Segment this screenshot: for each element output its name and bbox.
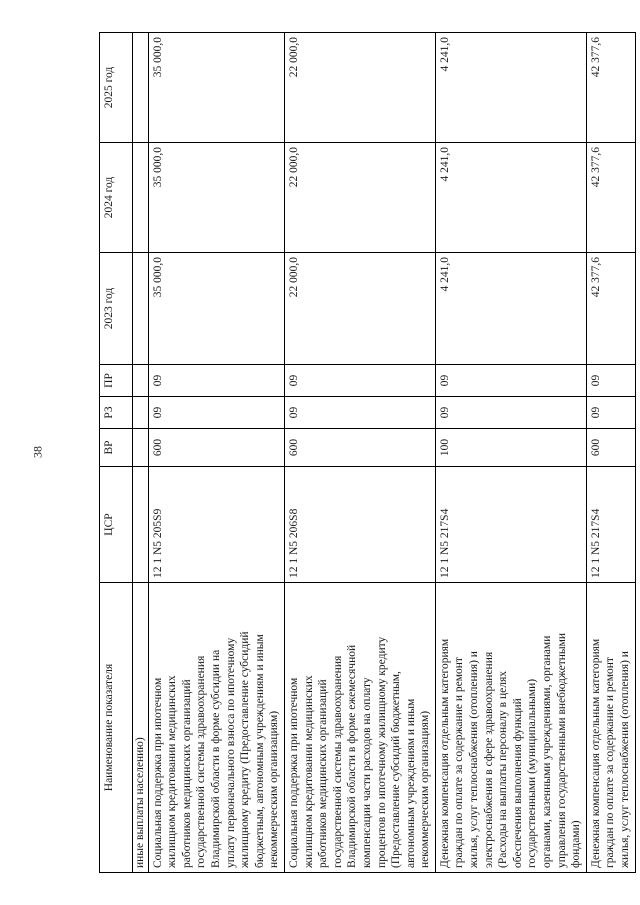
name-line: компенсации части расходов на оплату [360,676,373,868]
name-line: жилищному кредиту (Предоставление субсидий [239,630,252,868]
indicator-name [586,582,635,872]
name-line: органами, казенными учреждениями, органами [541,635,554,868]
value-2025: 35 000,0 [148,32,284,142]
name-line: автономным учреждениям и иным [404,698,417,868]
csr-cell: 12 1 N5 217S4 [586,466,635,582]
pr-cell: 09 [148,364,284,396]
name-line: некоммерческим организациям) [268,710,281,868]
name-line: фондами) [570,819,583,868]
indicator-name [435,582,586,872]
vr-cell: 600 [586,428,635,466]
rz-cell: 09 [435,396,586,428]
value-2024: 22 000,0 [284,142,435,252]
vr-cell: 600 [148,428,284,466]
name-line: Денежная компенсация отдельным категориям [589,638,602,868]
name-line: государственными (муниципальными) [526,678,539,868]
name-line: электроснабжения в сфере здравоохранения [482,651,495,868]
value-2023: 35 000,0 [148,252,284,364]
indicator-name [148,582,284,872]
value-2023: 22 000,0 [284,252,435,364]
empty-cell [133,428,149,466]
pr-cell: 09 [435,364,586,396]
table-row [435,32,586,872]
name-line: граждан по оплате за содержание и ремонт [604,656,617,868]
name-line: жилья, услуг теплоснабжения (отопления) и [619,650,631,868]
continuation-row [133,32,149,872]
pr-cell: 09 [586,364,635,396]
header-rz: РЗ [100,396,133,428]
name-line: жилищном кредитовании медицинских [166,674,179,868]
continuation-cell: иные выплаты населению) [133,582,149,872]
vr-cell: 100 [435,428,586,466]
page-number: 38 [30,446,45,458]
name-line: управления государственными внебюджетными [555,632,568,868]
value-2023: 4 241,0 [435,252,586,364]
value-2024: 4 241,0 [435,142,586,252]
name-line: государственной системы здравоохранения [195,655,208,868]
csr-cell: 12 1 N5 217S4 [435,466,586,582]
header-2024: 2024 год [100,142,133,252]
name-line: бюджетным, автономным учреждениям и иным [253,633,266,868]
name-line: процентов по ипотечному жилищному кредиту [375,636,388,868]
table-row [284,32,435,872]
header-row [100,32,133,872]
name-line: Владимирской области в форме ежемесячной [346,644,359,868]
name-line: Социальная поддержка при ипотечном [287,677,300,868]
header-name: Наименование показателя [100,582,133,872]
empty-cell [133,32,149,142]
header-vr: ВР [100,428,133,466]
header-csr: ЦСР [100,466,133,582]
value-2025: 4 241,0 [435,32,586,142]
name-line: некоммерческим организациям) [419,710,432,868]
rz-cell: 09 [284,396,435,428]
empty-cell [133,364,149,396]
name-line: Денежная компенсация отдельным категориям [438,638,451,868]
name-line: работников медицинских организаций [317,678,330,868]
name-line: Владимирской области в форме субсидии на [209,649,222,868]
value-2025: 22 000,0 [284,32,435,142]
vr-cell: 600 [284,428,435,466]
name-line: Социальная поддержка при ипотечном [151,677,164,868]
name-line: уплату первоначального взноса по ипотечному [224,637,237,868]
empty-cell [133,466,149,582]
value-2024: 42 377,6 [586,142,635,252]
header-pr: ПР [100,364,133,396]
name-line: жилья, услуг теплоснабжения (отопления) и [468,650,481,868]
name-line: граждан по оплате за содержание и ремонт [453,656,466,868]
rotated-page [99,33,631,873]
value-2025: 42 377,6 [586,32,635,142]
value-2024: 35 000,0 [148,142,284,252]
budget-table [99,32,636,873]
indicator-name [284,582,435,872]
csr-cell: 12 1 N5 205S9 [148,466,284,582]
name-line: (Расходы на выплаты персоналу в целях [497,670,510,868]
rz-cell: 09 [586,396,635,428]
header-2025: 2025 год [100,32,133,142]
empty-cell [133,396,149,428]
table-row [148,32,284,872]
pr-cell: 09 [284,364,435,396]
header-2023: 2023 год [100,252,133,364]
csr-cell: 12 1 N5 206S8 [284,466,435,582]
empty-cell [133,252,149,364]
rz-cell: 09 [148,396,284,428]
name-line: работников медицинских организаций [180,678,193,868]
empty-cell [133,142,149,252]
name-line: жилищном кредитовании медицинских [302,674,315,868]
name-line: государственной системы здравоохранения [331,655,344,868]
name-line: обеспечения выполнения функций [511,697,524,868]
table-row [586,32,635,872]
value-2023: 42 377,6 [586,252,635,364]
name-line: (Предоставление субсидий бюджетным, [390,670,403,868]
